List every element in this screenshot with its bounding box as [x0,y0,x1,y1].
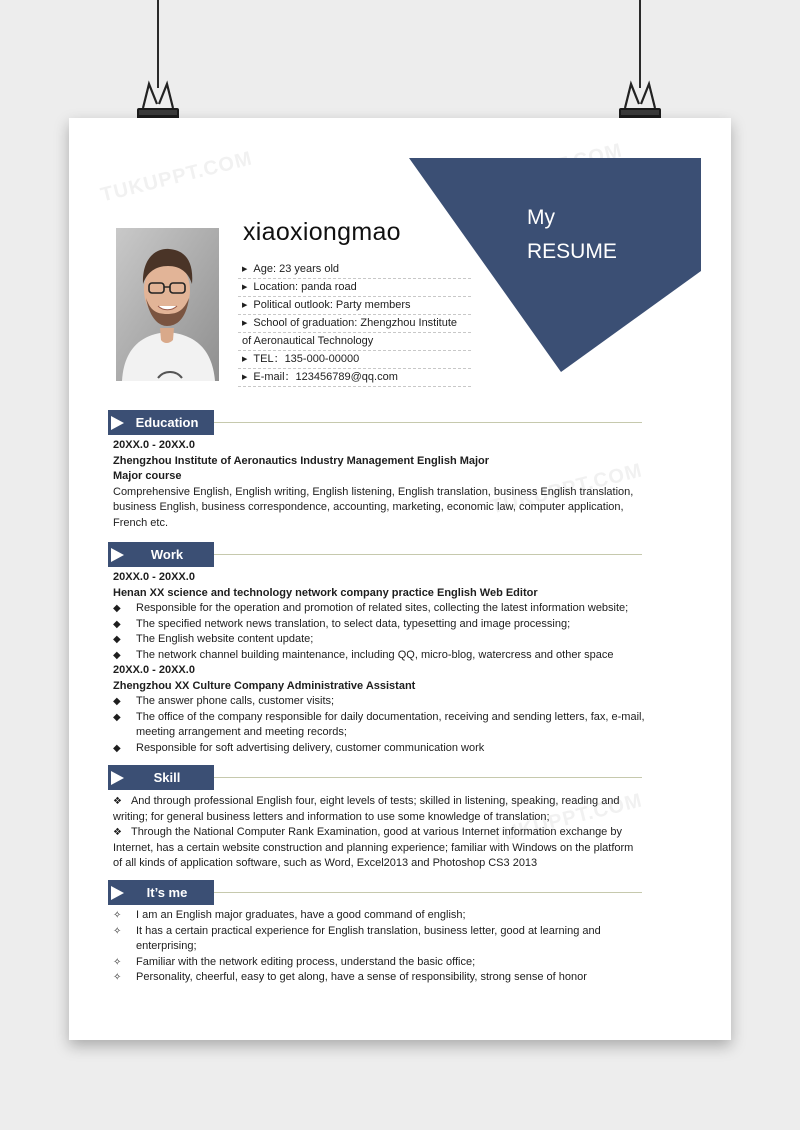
section-header-education [108,410,642,436]
work-content [113,570,645,756]
star-bullet-icon: ✧ [113,972,122,983]
list-item: ◆ Responsible for soft advertising delivery, customer communication work [113,741,645,757]
section-title: Education [135,415,199,430]
section-title: Work [150,547,184,562]
list-item: ❖ And through professional English four, eight levels of tests; skilled in listening, speaking, reading and writing; for general business letters and information to use some knowledge of translation; [113,795,620,823]
section-header-skill [108,765,642,791]
banner-line-2: RESUME [527,240,617,263]
info-school: ▶ School of graduation: Zhengzhou Institute [238,315,471,333]
star-bullet-icon: ✧ [113,925,122,937]
diamond-bullet-icon: ◆ [113,634,121,645]
diamond-bullet-icon: ◆ [113,603,121,614]
list-item: ◆ The specified network news translation, to select data, typesetting and image processing; [113,617,645,633]
list-item: ◆ The English website content update; [113,632,645,648]
section-header-about [108,880,642,906]
section-divider [214,892,642,893]
triangle-bullet-icon: ▶ [242,284,248,291]
info-political: ▶ Political outlook: Party members [238,297,471,315]
education-content [113,438,645,531]
list-item: ✧ Familiar with the network editing process, understand the basic office; [113,955,645,971]
triangle-bullet-icon: ▶ [242,374,248,381]
watermark: TUKUPPT.COM [488,459,645,519]
info-email: ▶ E-mail：123456789@qq.com [238,369,471,387]
list-item: ◆ Responsible for the operation and promotion of related sites, collecting the latest information website; [113,601,645,617]
about-content [113,908,645,986]
list-item: ✧ It has a certain practical experience for English translation, business letter, good at learning and enterprising; [113,924,601,952]
star-bullet-icon: ✧ [113,910,122,921]
section-divider [214,554,642,555]
hanging-wire-right [639,0,641,88]
person-portrait-icon [116,228,219,381]
education-course-label: Major course [113,470,182,482]
section-title: Skill [153,770,181,785]
work-role: Henan XX science and technology network company practice English Web Editor [113,586,538,599]
info-age: ▶ Age: 23 years old [238,261,471,279]
diamond-bullet-icon: ◆ [113,618,121,630]
watermark: TUKUPPT.COM [488,789,645,849]
diamond-bullet-icon: ◆ [113,742,121,754]
star-bullet-icon: ✧ [113,956,122,968]
diamond-bullet-icon: ◆ [113,696,121,707]
profile-photo [116,228,219,381]
list-item: ❖ Through the National Computer Rank Examination, good at various Internet information exchange by Internet, has a certain website construction and planning experience; familiar with Windows on the platform of all kinds of application software, such as Word, Excel2013 and Photoshop CS3 2013 [113,826,634,869]
list-item: ✧ I am an English major graduates, have a good command of english; [113,908,645,924]
resume-page [69,118,731,1040]
triangle-bullet-icon: ▶ [242,320,248,327]
watermark: TUKUPPT.COM [98,147,255,207]
triangle-bullet-icon: ▶ [242,356,248,363]
triangle-bullet-icon: ▶ [242,302,248,309]
candidate-name: xiaoxiongmao [243,218,401,246]
section-title: It’s me [146,885,188,900]
list-item: ◆ The network channel building maintenance, including QQ, micro-blog, watercress and other space [113,648,645,664]
skill-content [113,794,645,872]
diamond-bullet-icon: ◆ [113,711,121,723]
four-diamond-bullet-icon: ❖ [113,796,122,807]
info-tel: ▶ TEL：135-000-00000 [238,351,471,369]
list-item: ◆ The answer phone calls, customer visits; [113,694,645,710]
profile-info-list [238,261,471,387]
info-location: ▶ Location: panda road [238,279,471,297]
four-diamond-bullet-icon: ❖ [113,827,122,838]
education-school: Zhengzhou Institute of Aeronautics Industry Management English Major [113,454,490,467]
diamond-bullet-icon: ◆ [113,649,121,661]
info-school-cont: of Aeronautical Technology [238,333,471,351]
education-courses: Comprehensive English, English writing, English listening, English translation, business English translation, business English, business correspondence, accounting, marketing, economic law, computer application, French etc. [113,485,634,529]
hanging-wire-left [157,0,159,88]
work-role: Zhengzhou XX Culture Company Administrative Assistant [113,679,416,692]
triangle-bullet-icon: ▶ [242,266,248,273]
list-item: ✧ Personality, cheerful, easy to get along, have a sense of responsibility, strong sense of honor [113,970,645,986]
work-date: 20XX.0 - 20XX.0 [113,664,195,676]
work-date: 20XX.0 - 20XX.0 [113,571,195,583]
list-item: ◆ The office of the company responsible for daily documentation, receiving and sending letters, fax, e-mail, meeting arrangement and meeting records; [113,710,645,738]
section-header-work [108,542,642,568]
banner-line-1: My [527,206,555,229]
section-divider [214,777,642,778]
section-divider [214,422,642,423]
education-date: 20XX.0 - 20XX.0 [113,439,195,451]
